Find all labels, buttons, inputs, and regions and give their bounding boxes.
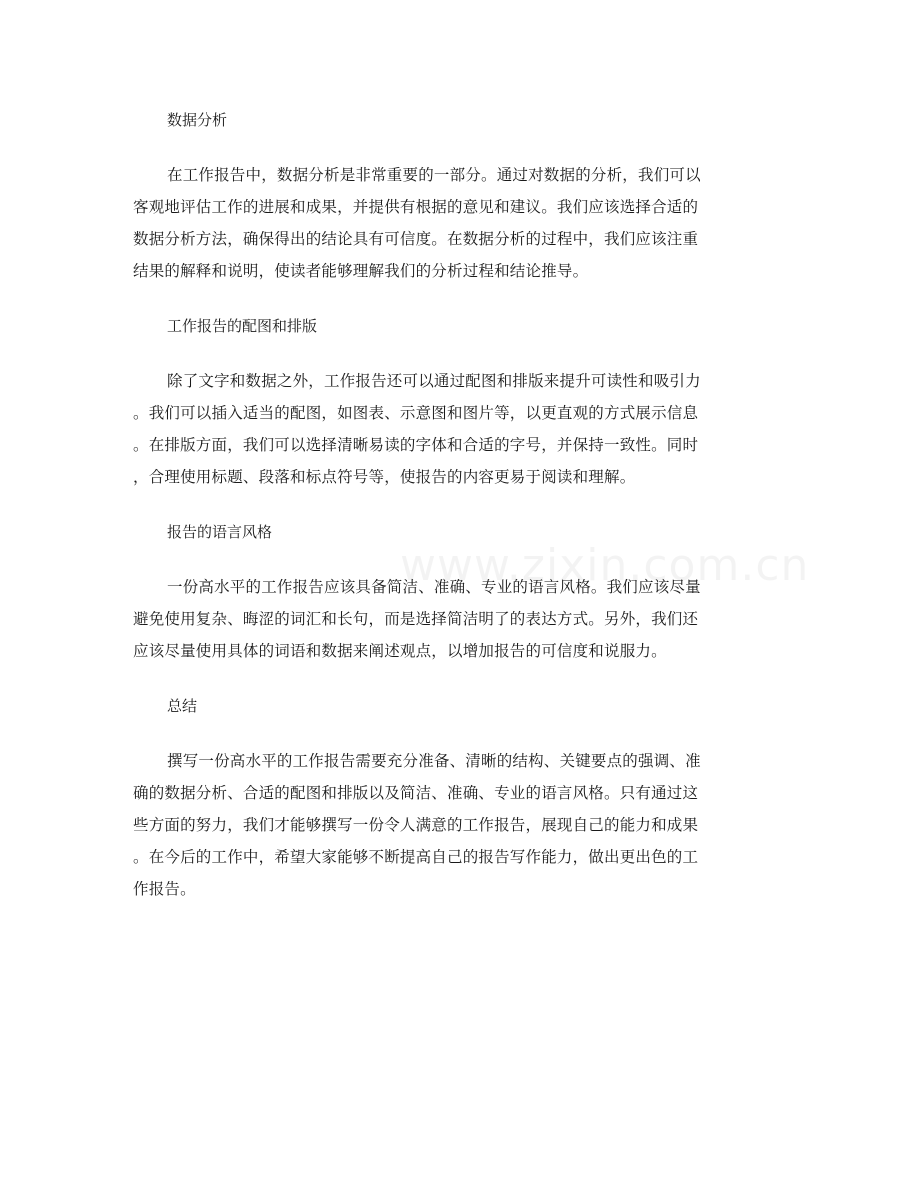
- paragraph-summary: [133, 745, 783, 905]
- text-line: 应该尽量使用具体的词语和数据来阐述观点，以增加报告的可信度和说服力。: [133, 642, 667, 660]
- text-line: 些方面的努力，我们才能够撰写一份令人满意的工作报告，展现自己的能力和成果: [133, 816, 699, 834]
- text-line: 。在排版方面，我们可以选择清晰易读的字体和合适的字号，并保持一致性。同时: [133, 436, 699, 454]
- paragraph-data-analysis: [133, 159, 783, 287]
- text-line: ，合理使用标题、段落和标点符号等，使报告的内容更易于阅读和理解。: [133, 468, 636, 486]
- section-heading-data-analysis: 数据分析: [167, 111, 228, 129]
- text-line: 除了文字和数据之外，工作报告还可以通过配图和排版来提升可读性和吸引力: [167, 372, 701, 390]
- text-line: 数据分析方法，确保得出的结论具有可信度。在数据分析的过程中，我们应该注重: [133, 230, 699, 248]
- text-line: 。在今后的工作中，希望大家能够不断提高自己的报告写作能力，做出更出色的工: [133, 848, 699, 866]
- text-line: 一份高水平的工作报告应该具备简洁、准确、专业的语言风格。我们应该尽量: [167, 578, 701, 596]
- text-line: 客观地评估工作的进展和成果，并提供有根据的意见和建议。我们应该选择合适的: [133, 198, 699, 216]
- text-line: 作报告。: [133, 880, 196, 898]
- paragraph-figures-layout: [133, 365, 783, 493]
- text-line: 。我们可以插入适当的配图，如图表、示意图和图片等，以更直观的方式展示信息: [133, 404, 699, 422]
- section-heading-figures-layout: 工作报告的配图和排版: [167, 317, 318, 335]
- text-line: 撰写一份高水平的工作报告需要充分准备、清晰的结构、关键要点的强调、准: [167, 752, 701, 770]
- watermark: [400, 540, 809, 591]
- section-heading-language-style: 报告的语言风格: [167, 523, 273, 541]
- document-body: [133, 104, 783, 928]
- text-line: 避免使用复杂、晦涩的词汇和长句，而是选择简洁明了的表达方式。另外，我们还: [133, 610, 699, 628]
- text-line: 确的数据分析、合适的配图和排版以及简洁、准确、专业的语言风格。只有通过这: [133, 784, 699, 802]
- section-heading-summary: 总结: [167, 697, 198, 715]
- text-line: 在工作报告中，数据分析是非常重要的一部分。通过对数据的分析，我们可以: [167, 166, 701, 184]
- text-line: 结果的解释和说明，使读者能够理解我们的分析过程和结论推导。: [133, 262, 589, 280]
